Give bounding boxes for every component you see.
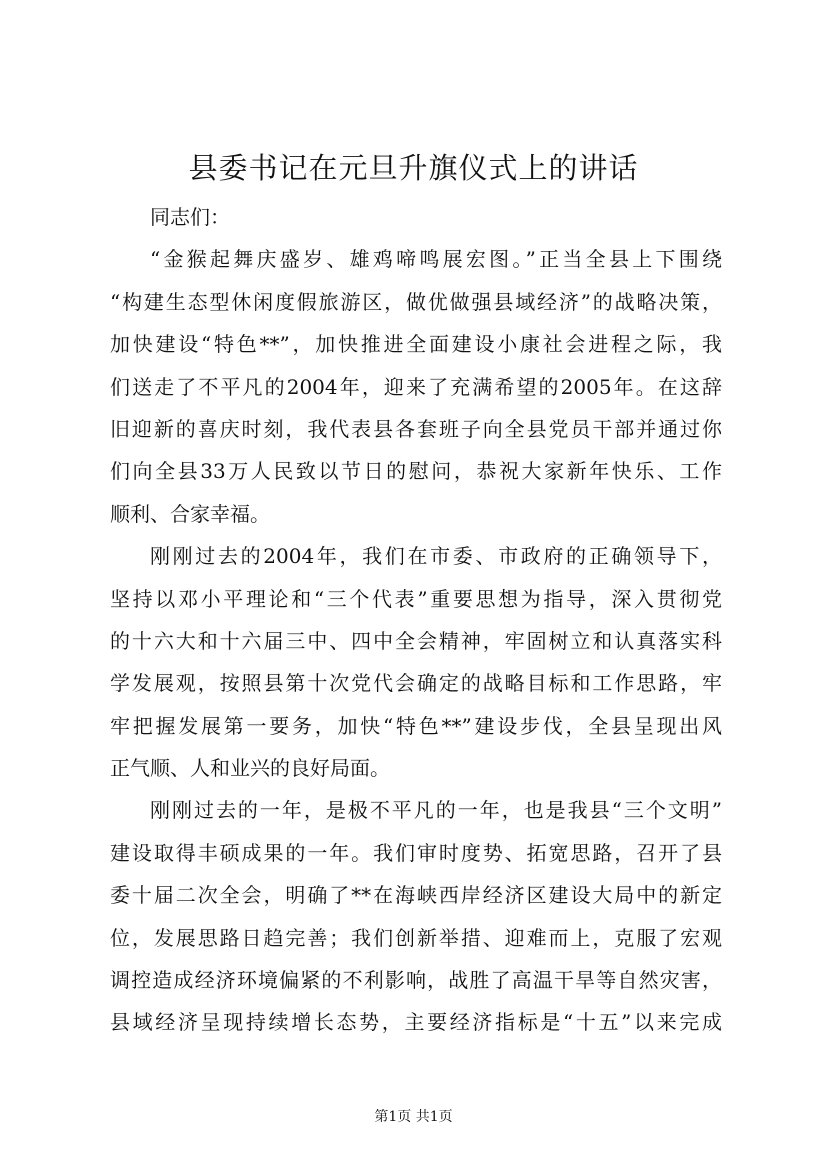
paragraph-line: 刚刚过去的2004年，我们在市委、市政府的正确领导下， <box>150 544 722 569</box>
page-footer: 第1页 共1页 <box>374 1109 453 1125</box>
paragraph-line: 牢把握发展第一要务，加快“特色**”建设步伐，全县呈现出风 <box>110 713 722 738</box>
paragraph-line: 顺利、合家幸福。 <box>110 501 270 526</box>
paragraph-line: 县域经济呈现持续增长态势，主要经济指标是“十五”以来完成 <box>110 1010 722 1035</box>
page-title: 县委书记在元旦升旗仪式上的讲话 <box>188 151 639 185</box>
paragraph-line: 正气顺、人和业兴的良好局面。 <box>110 756 390 781</box>
paragraph-line: 学发展观，按照县第十次党代会确定的战略目标和工作思路，牢 <box>110 671 722 696</box>
paragraph-line: 加快建设“特色**”，加快推进全面建设小康社会进程之际，我 <box>110 332 722 357</box>
paragraph-line: 坚持以邓小平理论和“三个代表”重要思想为指导，深入贯彻党 <box>110 586 722 611</box>
paragraph-line: 刚刚过去的一年，是极不平凡的一年，也是我县“三个文明” <box>150 798 722 823</box>
paragraph-line: “金猴起舞庆盛岁、雄鸡啼鸣展宏图。”正当全县上下围绕 <box>150 247 722 272</box>
paragraph-line: 建设取得丰硕成果的一年。我们审时度势、拓宽思路，召开了县 <box>110 840 722 865</box>
paragraph-line: 们向全县33万人民致以节日的慰问，恭祝大家新年快乐、工作 <box>110 459 722 484</box>
document-body <box>110 196 722 1044</box>
salutation: 同志们： <box>150 205 230 229</box>
paragraph-line: 位，发展思路日趋完善；我们创新举措、迎难而上，克服了宏观 <box>110 925 722 950</box>
paragraph-line: 们送走了不平凡的2004年，迎来了充满希望的2005年。在这辞 <box>110 374 722 399</box>
paragraph-line: 的十六大和十六届三中、四中全会精神，牢固树立和认真落实科 <box>110 628 722 653</box>
paragraph-line: 旧迎新的喜庆时刻，我代表县各套班子向全县党员干部并通过你 <box>110 416 722 441</box>
paragraph-line: 委十届二次全会，明确了**在海峡西岸经济区建设大局中的新定 <box>110 883 722 908</box>
paragraph-line: 调控造成经济环境偏紧的不利影响，战胜了高温干旱等自然灾害， <box>110 968 722 993</box>
paragraph-line: “构建生态型休闲度假旅游区，做优做强县域经济”的战略决策， <box>110 289 722 314</box>
